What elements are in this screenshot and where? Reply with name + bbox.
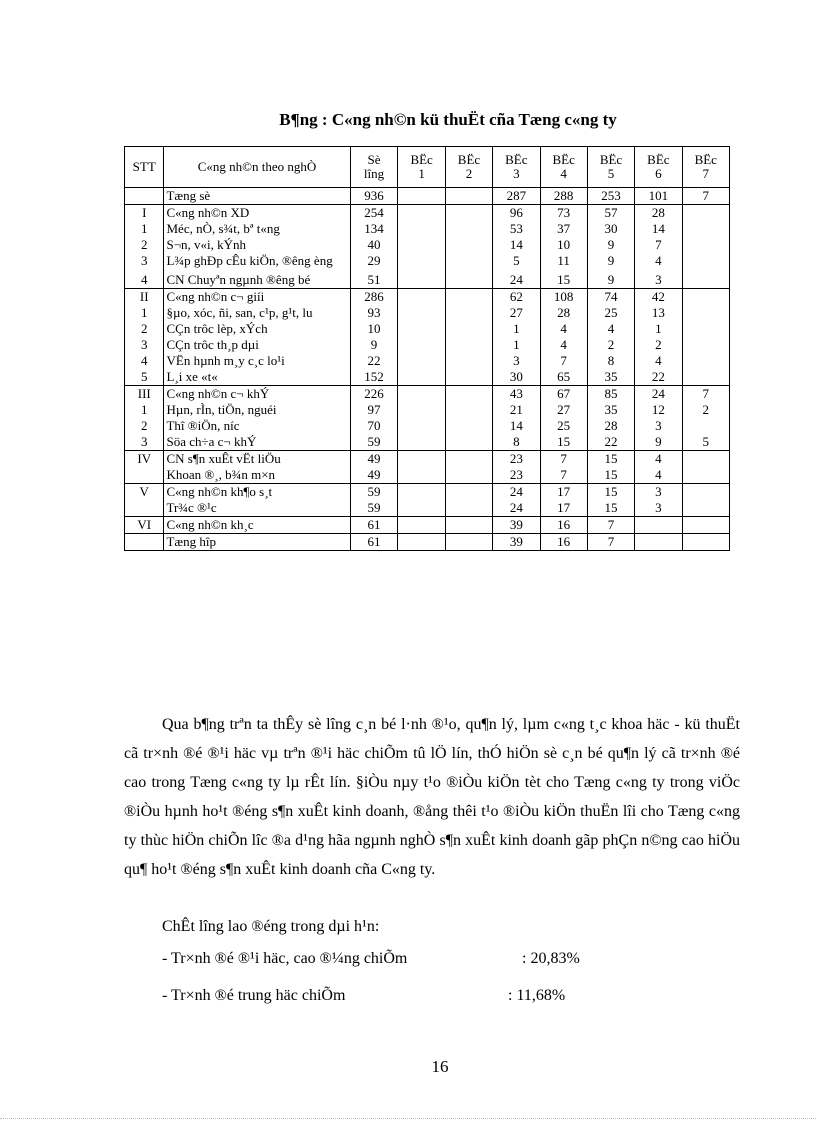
cell-name: L¾p ghÐp cÊu kiÖn, ®êng èng xyxy=(164,253,350,269)
cell-level-3: 39 xyxy=(493,534,540,551)
cell-level-3: 21 xyxy=(493,402,540,418)
cell-level-4: 27 xyxy=(540,402,587,418)
cell-name: VËn hµnh m¸y c¸c lo¹i xyxy=(164,353,350,369)
table-row xyxy=(125,517,730,534)
cell-level-1 xyxy=(398,269,445,289)
cell-count: 51 xyxy=(350,269,398,289)
cell-level-4: 7 xyxy=(540,451,587,468)
cell-level-2 xyxy=(445,337,492,353)
cell-level-4: 17 xyxy=(540,500,587,517)
cell-level-3: 24 xyxy=(493,484,540,501)
cell-count: 936 xyxy=(350,188,398,205)
cell-level-5: 9 xyxy=(587,269,634,289)
cell-level-4: 7 xyxy=(540,353,587,369)
cell-level-5: 25 xyxy=(587,305,634,321)
cell-level-3: 96 xyxy=(493,205,540,222)
cell-name: Thî ®iÖn, níc xyxy=(164,418,350,434)
cell-level-4: 28 xyxy=(540,305,587,321)
cell-level-6: 3 xyxy=(635,500,682,517)
cell-level-4: 65 xyxy=(540,369,587,386)
cell-level-5: 28 xyxy=(587,418,634,434)
cell-level-6: 4 xyxy=(635,253,682,269)
cell-level-6: 12 xyxy=(635,402,682,418)
cell-level-6: 3 xyxy=(635,269,682,289)
cell-level-7 xyxy=(682,451,729,468)
cell-level-3: 287 xyxy=(493,188,540,205)
cell-level-6: 101 xyxy=(635,188,682,205)
cell-level-2 xyxy=(445,221,492,237)
header-level-num: 3 xyxy=(513,166,520,181)
cell-count: 61 xyxy=(350,517,398,534)
cell-level-7 xyxy=(682,467,729,484)
cell-level-2 xyxy=(445,517,492,534)
analysis-paragraph xyxy=(124,710,740,884)
cell-level-3: 53 xyxy=(493,221,540,237)
cell-count: 93 xyxy=(350,305,398,321)
cell-level-7 xyxy=(682,500,729,517)
header-level-text: BËc xyxy=(457,152,481,167)
cell-count: 97 xyxy=(350,402,398,418)
cell-level-2 xyxy=(445,369,492,386)
cell-level-5: 85 xyxy=(587,386,634,403)
cell-level-5: 22 xyxy=(587,434,634,451)
cell-level-7 xyxy=(682,321,729,337)
table-row xyxy=(125,434,730,451)
header-level-num: 4 xyxy=(560,166,567,181)
cell-level-1 xyxy=(398,237,445,253)
cell-name: Méc, nÒ, s¾t, bª t«ng xyxy=(164,221,350,237)
header-level-4 xyxy=(540,147,587,188)
cell-level-2 xyxy=(445,289,492,306)
cell-level-4: 15 xyxy=(540,269,587,289)
cell-name: C«ng nh©n kh¸c xyxy=(164,517,350,534)
cell-count: 152 xyxy=(350,369,398,386)
table-row xyxy=(125,205,730,222)
cell-stt: 1 xyxy=(125,402,164,418)
cell-level-3: 1 xyxy=(493,321,540,337)
header-level-text: BËc xyxy=(505,152,528,167)
cell-count: 49 xyxy=(350,451,398,468)
cell-level-1 xyxy=(398,253,445,269)
cell-count: 59 xyxy=(350,484,398,501)
cell-stt: 3 xyxy=(125,434,164,451)
table-row xyxy=(125,221,730,237)
header-level-6 xyxy=(635,147,682,188)
cell-stt xyxy=(125,467,164,484)
cell-name: CN Chuyªn ngµnh ®êng bé xyxy=(164,269,350,289)
cell-level-2 xyxy=(445,269,492,289)
table-row xyxy=(125,500,730,517)
header-level-3 xyxy=(493,147,540,188)
cell-level-4: 11 xyxy=(540,253,587,269)
header-level-num: 1 xyxy=(418,166,425,181)
header-level-text: BËc xyxy=(410,152,433,167)
cell-stt: 3 xyxy=(125,253,164,269)
table-row xyxy=(125,534,730,551)
cell-level-7 xyxy=(682,221,729,237)
cell-level-5: 74 xyxy=(587,289,634,306)
cell-level-4: 15 xyxy=(540,434,587,451)
cell-level-6 xyxy=(635,517,682,534)
cell-level-1 xyxy=(398,402,445,418)
cell-level-2 xyxy=(445,500,492,517)
cell-level-6: 2 xyxy=(635,337,682,353)
cell-count: 9 xyxy=(350,337,398,353)
cell-level-6: 4 xyxy=(635,467,682,484)
cell-count: 49 xyxy=(350,467,398,484)
stat-secondary-label: - Tr×nh ®é trung häc chiÕm xyxy=(162,987,346,1004)
cell-level-3: 5 xyxy=(493,253,540,269)
table-row xyxy=(125,305,730,321)
cell-level-4: 37 xyxy=(540,221,587,237)
cell-level-3: 14 xyxy=(493,237,540,253)
table-title: B¶ng : C«ng nh©n kü thuËt cña Tæng c«ng ty xyxy=(279,110,617,129)
cell-level-5: 15 xyxy=(587,484,634,501)
cell-level-1 xyxy=(398,434,445,451)
cell-level-3: 27 xyxy=(493,305,540,321)
cell-level-3: 1 xyxy=(493,337,540,353)
cell-name: L¸i xe «t« xyxy=(164,369,350,386)
cell-level-6: 4 xyxy=(635,451,682,468)
cell-stt: 2 xyxy=(125,237,164,253)
cell-level-2 xyxy=(445,237,492,253)
cell-name: C«ng nh©n XD xyxy=(164,205,350,222)
table-row xyxy=(125,386,730,403)
cell-stt xyxy=(125,188,164,205)
cell-level-2 xyxy=(445,188,492,205)
cell-level-5: 4 xyxy=(587,321,634,337)
cell-count: 70 xyxy=(350,418,398,434)
cell-count: 286 xyxy=(350,289,398,306)
cell-level-5: 7 xyxy=(587,517,634,534)
cell-level-7 xyxy=(682,418,729,434)
header-level-num: 7 xyxy=(702,166,710,181)
cell-stt: 3 xyxy=(125,337,164,353)
cell-level-7 xyxy=(682,517,729,534)
cell-level-6: 3 xyxy=(635,484,682,501)
table-row xyxy=(125,289,730,306)
cell-level-3: 62 xyxy=(493,289,540,306)
table-row xyxy=(125,369,730,386)
cell-stt: 2 xyxy=(125,321,164,337)
cell-count: 40 xyxy=(350,237,398,253)
cell-level-5: 9 xyxy=(587,237,634,253)
cell-stt: V xyxy=(125,484,164,501)
cell-level-5: 30 xyxy=(587,221,634,237)
cell-name: Hµn, rÌn, tiÖn, nguéi xyxy=(164,402,350,418)
cell-level-3: 23 xyxy=(493,451,540,468)
cell-name: CN s¶n xuÊt vËt liÖu xyxy=(164,451,350,468)
cell-level-7 xyxy=(682,205,729,222)
cell-level-6: 3 xyxy=(635,418,682,434)
cell-level-3: 39 xyxy=(493,517,540,534)
cell-count: 59 xyxy=(350,434,398,451)
cell-level-3: 30 xyxy=(493,369,540,386)
cell-level-5: 15 xyxy=(587,500,634,517)
cell-level-7: 2 xyxy=(682,402,729,418)
cell-level-6: 14 xyxy=(635,221,682,237)
cell-count: 61 xyxy=(350,534,398,551)
cell-level-6: 13 xyxy=(635,305,682,321)
cell-level-4: 25 xyxy=(540,418,587,434)
page-bottom-border xyxy=(0,1118,816,1119)
cell-level-4: 4 xyxy=(540,337,587,353)
cell-level-3: 24 xyxy=(493,500,540,517)
header-level-text: BËc xyxy=(552,152,575,167)
cell-level-4: 7 xyxy=(540,467,587,484)
cell-stt: II xyxy=(125,289,164,306)
cell-level-1 xyxy=(398,369,445,386)
cell-level-7 xyxy=(682,353,729,369)
cell-level-7 xyxy=(682,289,729,306)
cell-level-3: 14 xyxy=(493,418,540,434)
cell-stt: 2 xyxy=(125,418,164,434)
cell-count: 226 xyxy=(350,386,398,403)
cell-level-7 xyxy=(682,237,729,253)
quality-heading-text: ChÊt lîng lao ®éng trong dµi h¹n: xyxy=(162,918,380,935)
cell-level-4: 16 xyxy=(540,534,587,551)
table-row xyxy=(125,337,730,353)
cell-level-1 xyxy=(398,205,445,222)
cell-level-2 xyxy=(445,205,492,222)
cell-level-6: 22 xyxy=(635,369,682,386)
cell-stt: VI xyxy=(125,517,164,534)
cell-level-2 xyxy=(445,534,492,551)
cell-level-6: 28 xyxy=(635,205,682,222)
cell-level-5: 9 xyxy=(587,253,634,269)
cell-level-2 xyxy=(445,353,492,369)
cell-stt: 4 xyxy=(125,269,164,289)
header-level-5 xyxy=(587,147,634,188)
cell-level-5: 35 xyxy=(587,402,634,418)
cell-count: 59 xyxy=(350,500,398,517)
cell-level-1 xyxy=(398,500,445,517)
cell-level-2 xyxy=(445,386,492,403)
cell-level-3: 43 xyxy=(493,386,540,403)
cell-name: C«ng nh©n kh¶o s¸t xyxy=(164,484,350,501)
cell-level-1 xyxy=(398,188,445,205)
cell-level-1 xyxy=(398,289,445,306)
table-row xyxy=(125,269,730,289)
cell-level-7: 5 xyxy=(682,434,729,451)
table-row xyxy=(125,237,730,253)
cell-level-4: 17 xyxy=(540,484,587,501)
header-level-num: 2 xyxy=(465,166,473,181)
cell-name: C«ng nh©n c¬ khÝ xyxy=(164,386,350,403)
cell-level-1 xyxy=(398,534,445,551)
cell-name: S¬n, v«i, kÝnh xyxy=(164,237,350,253)
cell-level-7 xyxy=(682,484,729,501)
cell-level-2 xyxy=(445,253,492,269)
page-number: 16 xyxy=(431,1057,449,1076)
stat-university-label: - Tr×nh ®é ®¹i häc, cao ®¼ng chiÕm xyxy=(162,950,408,967)
cell-level-7: 7 xyxy=(682,188,729,205)
cell-stt: III xyxy=(125,386,164,403)
header-name: C«ng nh©n theo nghÒ xyxy=(164,147,350,188)
cell-level-4: 108 xyxy=(540,289,587,306)
cell-count: 22 xyxy=(350,353,398,369)
cell-stt xyxy=(125,500,164,517)
cell-level-7 xyxy=(682,253,729,269)
cell-name: §µo, xóc, ñi, san, c¹p, g¹t, lu xyxy=(164,305,350,321)
cell-count: 134 xyxy=(350,221,398,237)
stat-university-value: : 20,83% xyxy=(522,950,580,967)
cell-level-1 xyxy=(398,337,445,353)
cell-level-2 xyxy=(445,305,492,321)
cell-level-7 xyxy=(682,269,729,289)
cell-level-5: 7 xyxy=(587,534,634,551)
cell-name: Khoan ®¸, b¾n m×n xyxy=(164,467,350,484)
cell-name: C«ng nh©n c¬ giíi xyxy=(164,289,350,306)
table-row xyxy=(125,451,730,468)
cell-level-2 xyxy=(445,451,492,468)
cell-level-4: 288 xyxy=(540,188,587,205)
cell-level-1 xyxy=(398,517,445,534)
header-level-num: 6 xyxy=(655,166,662,181)
cell-level-3: 3 xyxy=(493,353,540,369)
cell-level-1 xyxy=(398,386,445,403)
cell-level-6: 42 xyxy=(635,289,682,306)
cell-level-2 xyxy=(445,434,492,451)
cell-level-3: 23 xyxy=(493,467,540,484)
table-row xyxy=(125,321,730,337)
cell-level-2 xyxy=(445,467,492,484)
header-count-line2: lîng xyxy=(363,166,385,181)
cell-level-5: 15 xyxy=(587,467,634,484)
cell-level-1 xyxy=(398,321,445,337)
cell-stt: 1 xyxy=(125,221,164,237)
cell-level-6: 4 xyxy=(635,353,682,369)
table-header-row xyxy=(125,147,730,188)
header-stt: STT xyxy=(125,147,164,188)
cell-level-4: 10 xyxy=(540,237,587,253)
table-row xyxy=(125,402,730,418)
cell-level-3: 8 xyxy=(493,434,540,451)
cell-count: 29 xyxy=(350,253,398,269)
cell-level-6: 9 xyxy=(635,434,682,451)
table-body xyxy=(125,188,730,551)
table-row xyxy=(125,484,730,501)
header-level-7 xyxy=(682,147,729,188)
cell-level-7 xyxy=(682,305,729,321)
cell-count: 254 xyxy=(350,205,398,222)
cell-level-5: 8 xyxy=(587,353,634,369)
cell-name: Tr¾c ®¹c xyxy=(164,500,350,517)
quality-heading-paragraph xyxy=(124,912,740,941)
table-row xyxy=(125,418,730,434)
cell-level-2 xyxy=(445,484,492,501)
cell-stt: 4 xyxy=(125,353,164,369)
cell-level-1 xyxy=(398,305,445,321)
cell-stt: IV xyxy=(125,451,164,468)
cell-name: Tæng hîp xyxy=(164,534,350,551)
cell-level-6: 1 xyxy=(635,321,682,337)
cell-name: CÇn trôc th¸p dµi xyxy=(164,337,350,353)
cell-level-1 xyxy=(398,418,445,434)
header-level-text: BËc xyxy=(647,152,670,167)
cell-level-7 xyxy=(682,534,729,551)
cell-level-1 xyxy=(398,467,445,484)
cell-level-4: 16 xyxy=(540,517,587,534)
cell-level-5: 2 xyxy=(587,337,634,353)
cell-level-6: 24 xyxy=(635,386,682,403)
cell-name: Söa ch÷a c¬ khÝ xyxy=(164,434,350,451)
table-row xyxy=(125,353,730,369)
cell-level-6 xyxy=(635,534,682,551)
cell-count: 10 xyxy=(350,321,398,337)
cell-level-1 xyxy=(398,484,445,501)
header-level-num: 5 xyxy=(607,166,615,181)
table-row xyxy=(125,188,730,205)
header-count-line1: Sè xyxy=(367,152,381,167)
cell-level-2 xyxy=(445,402,492,418)
header-level-2 xyxy=(445,147,492,188)
cell-level-3: 24 xyxy=(493,269,540,289)
cell-level-4: 67 xyxy=(540,386,587,403)
cell-level-7 xyxy=(682,369,729,386)
cell-level-2 xyxy=(445,418,492,434)
cell-level-6: 7 xyxy=(635,237,682,253)
cell-level-5: 35 xyxy=(587,369,634,386)
cell-stt: I xyxy=(125,205,164,222)
table-row xyxy=(125,253,730,269)
cell-level-5: 57 xyxy=(587,205,634,222)
cell-level-5: 253 xyxy=(587,188,634,205)
cell-level-5: 15 xyxy=(587,451,634,468)
cell-level-1 xyxy=(398,451,445,468)
cell-level-4: 73 xyxy=(540,205,587,222)
cell-level-7 xyxy=(682,337,729,353)
header-level-1 xyxy=(398,147,445,188)
stat-secondary-value: : 11,68% xyxy=(508,987,566,1004)
table-row xyxy=(125,467,730,484)
cell-level-2 xyxy=(445,321,492,337)
header-count xyxy=(350,147,398,188)
cell-level-7: 7 xyxy=(682,386,729,403)
cell-stt: 5 xyxy=(125,369,164,386)
cell-stt: 1 xyxy=(125,305,164,321)
cell-level-1 xyxy=(398,221,445,237)
header-level-text: BËc xyxy=(694,152,717,167)
analysis-text: Qua b¶ng trªn ta thÊy sè lîng c¸n bé l·nh ®¹o, qu¶n lý, lµm c«ng t¸c khoa häc - kü thuËt cã tr×nh ®é ®¹i häc vµ trªn ®¹i häc chiÕm tû lÖ lín, thÓ hiÖn sè c¸n bé qu¶n lý cã tr×nh ®é cao trong Tæng c«ng ty lµ rÊt lín. §iÒu nµy t¹o ®iÒu kiÖn tèt cho Tæng c«ng ty trong viÖc ®iÒu hµnh ho¹t ®éng s¶n xuÊt kinh doanh, ®ång thêi t¹o ®iÒu kiÖn thuËn lîi cho Tæng c«ng ty thùc hiÖn chiÕn lîc ®a d¹ng hãa ngµnh nghÒ s¶n xuÊt kinh doanh gãp phÇn n©ng cao hiÖu qu¶ ho¹t ®éng s¶n xuÊt kinh doanh cña C«ng ty. xyxy=(124,716,740,878)
cell-level-4: 4 xyxy=(540,321,587,337)
cell-level-1 xyxy=(398,353,445,369)
cell-name: CÇn trôc lèp, xÝch xyxy=(164,321,350,337)
header-level-text: BËc xyxy=(599,152,623,167)
cell-name: Tæng sè xyxy=(164,188,350,205)
cell-stt xyxy=(125,534,164,551)
workers-table xyxy=(124,146,730,551)
